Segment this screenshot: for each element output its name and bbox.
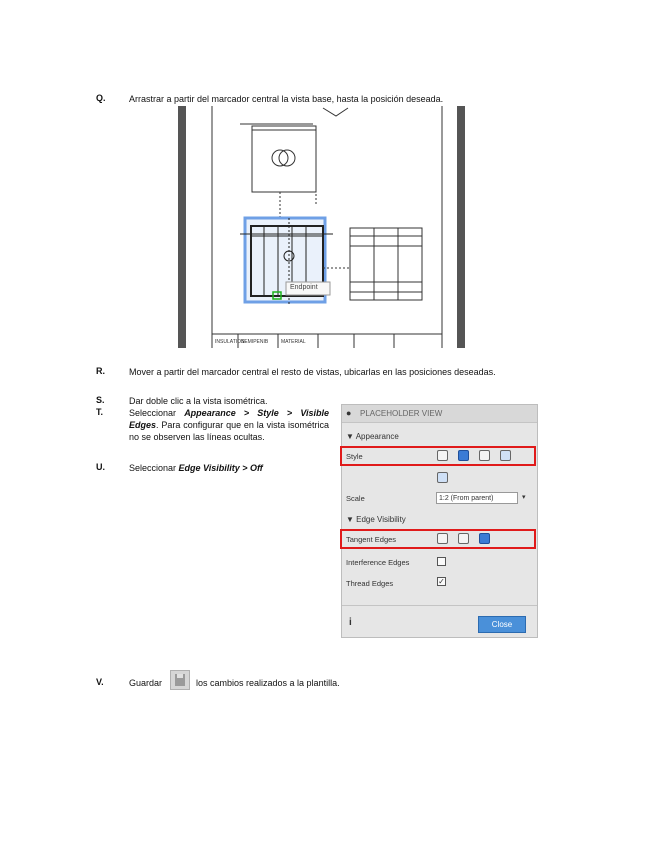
title-cell-3: MATERIAL <box>281 339 306 345</box>
save-icon <box>170 670 190 690</box>
style-shaded-icon[interactable] <box>479 450 490 461</box>
dialog-icon: ● <box>346 408 352 418</box>
step-v-pre: Guardar <box>129 678 163 688</box>
interference-edges-label: Interference Edges <box>346 558 410 567</box>
close-button[interactable]: Close <box>478 616 526 633</box>
endpoint-tooltip: Endpoint <box>290 284 318 291</box>
scale-label: Scale <box>346 494 365 503</box>
thread-edges-label: Thread Edges <box>346 579 394 588</box>
tangent-on-icon[interactable] <box>437 533 448 544</box>
style-label: Style <box>346 452 363 461</box>
scale-select[interactable]: 1:2 (From parent) <box>436 492 518 504</box>
style-visible-edges-icon[interactable] <box>458 450 469 461</box>
style-shaded-hidden-icon[interactable] <box>500 450 511 461</box>
step-t-text: Seleccionar Appearance > Style > Visible Edges. Para configurar que en la vista isométrica no se observen las líneas ocultas. <box>129 408 330 442</box>
interference-edges-checkbox[interactable] <box>437 557 446 566</box>
step-v-label: V. <box>96 677 104 687</box>
dialog-title: PLACEHOLDER VIEW <box>360 409 443 418</box>
drawing-screenshot <box>178 106 465 348</box>
thread-edges-checkbox[interactable]: ✓ <box>438 577 445 586</box>
step-r-label: R. <box>96 366 105 376</box>
style-extra-icon[interactable] <box>437 472 448 483</box>
placeholder-view-dialog <box>341 404 538 638</box>
step-r-text: Mover a partir del marcador central el resto de vistas, ubicarlas en las posiciones deseadas. <box>129 367 496 377</box>
edge-visibility-section[interactable]: ▼ Edge Visibility <box>346 515 406 524</box>
title-cell-2: SEMIPENIB <box>241 339 269 345</box>
tangent-edges-label: Tangent Edges <box>346 535 397 544</box>
tangent-smooth-icon[interactable] <box>458 533 469 544</box>
dialog-header <box>342 405 537 423</box>
step-s-label: S. <box>96 395 105 405</box>
step-u-label: U. <box>96 462 105 472</box>
scale-dropdown-icon[interactable]: ▾ <box>522 494 526 501</box>
step-q-label: Q. <box>96 93 106 103</box>
step-u-text: Seleccionar Edge Visibility > Off <box>129 463 263 473</box>
step-q-text: Arrastrar a partir del marcador central la vista base, hasta la posición deseada. <box>129 94 444 104</box>
style-hidden-lines-icon[interactable] <box>437 450 448 461</box>
tangent-off-icon[interactable] <box>479 533 490 544</box>
title-cell-1: INSULATION <box>215 339 245 345</box>
appearance-section[interactable]: ▼ Appearance <box>346 432 399 441</box>
step-v-post: los cambios realizados a la plantilla. <box>196 678 340 688</box>
info-icon[interactable]: i <box>349 617 352 628</box>
step-s-text: Dar doble clic a la vista isométrica. <box>129 396 268 406</box>
step-t-label: T. <box>96 407 104 417</box>
